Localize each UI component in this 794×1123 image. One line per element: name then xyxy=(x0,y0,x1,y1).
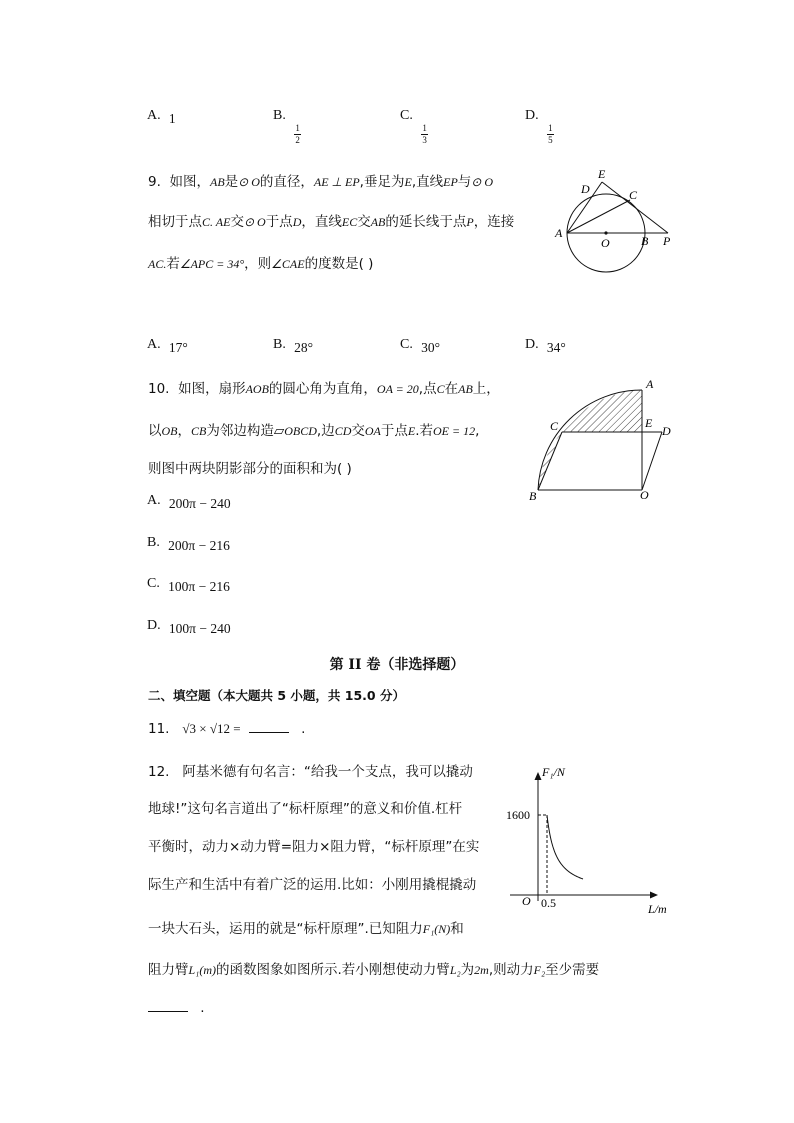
label-d: D xyxy=(662,424,671,438)
q8-option-a xyxy=(147,107,176,124)
q12-line-1: 12. 阿基米德有句名言：“给我一个支点，我可以撬动 xyxy=(148,764,473,780)
label-o: O xyxy=(640,488,649,502)
q12-graph xyxy=(498,762,678,920)
shaded-region-upper xyxy=(562,390,642,432)
option-fraction: $\frac{1}{2}$ xyxy=(295,123,300,145)
option-letter: A. xyxy=(147,108,161,123)
q10-figure xyxy=(524,372,680,504)
question-number: 9. xyxy=(148,174,161,190)
x-axis-arrow xyxy=(650,892,658,899)
q9-option-c: C. 30° xyxy=(400,337,441,355)
q9-option-a: A. 17° xyxy=(147,337,188,355)
label-c: C xyxy=(629,188,638,202)
y-axis-label: F₁/N xyxy=(542,765,565,779)
label-o: O xyxy=(601,236,610,250)
answer-blank xyxy=(148,1011,188,1012)
q9-line-1: 9. 如图，AB是⊙ O的直径，AE ⊥ EP,垂足为E,直线EP与⊙ O xyxy=(148,174,494,190)
label-d: D xyxy=(581,182,590,196)
q10-option-b: B. 200π − 216 xyxy=(147,535,230,553)
graph-curve-group xyxy=(547,815,583,879)
q9-option-b: B. 28° xyxy=(273,337,314,355)
label-a: A xyxy=(646,377,654,391)
label-a: A xyxy=(555,226,563,240)
question-number: 12. xyxy=(148,764,170,780)
q10-option-d: D. 100π − 240 xyxy=(147,618,231,636)
option-fraction: $\frac{1}{5}$ xyxy=(548,123,553,145)
line-bc xyxy=(538,432,562,490)
q10-option-a: A. 200π − 240 xyxy=(147,493,231,511)
series-curve xyxy=(547,815,583,879)
q8-option-c xyxy=(400,107,428,145)
x-tick-label: 0.5 xyxy=(541,896,556,910)
y-tick-label: 1600 xyxy=(506,808,530,822)
q11-expression: √3 × √12 = xyxy=(182,721,241,736)
q9-line-3: AC.若∠APC = 34°，则∠CAE的度数是( ) xyxy=(148,256,374,272)
graph-axes xyxy=(510,772,658,901)
q12-line-6: 阻力臂L₁(m)的函数图象如图所示.若小刚想使动力臂L₂为2m,则动力F₂至少需要 xyxy=(148,962,600,978)
q9-figure xyxy=(552,162,682,277)
q12-line-7: . xyxy=(148,1000,205,1016)
q9-line-2: 相切于点C. AE交⊙ O于点D，直线EC交AB的延长线于点P，连接 xyxy=(148,214,515,230)
label-b: B xyxy=(529,489,537,503)
label-e: E xyxy=(598,167,606,181)
q11: 11. √3 × √12 = . xyxy=(148,721,306,737)
q10-line-1: 10. 如图，扇形AOB的圆心角为直角，OA = 20,点C在AB上， xyxy=(148,381,500,397)
label-b: B xyxy=(641,234,649,248)
y-axis-arrow xyxy=(535,772,542,780)
q12-line-2: 地球!”这句名言道出了“标杆原理”的意义和价值.杠杆 xyxy=(148,801,463,817)
label-p: P xyxy=(663,234,671,248)
q12-line-4: 际生产和生活中有着广泛的运用.比如：小刚用撬棍撬动 xyxy=(148,877,477,893)
option-letter: B. xyxy=(273,108,286,123)
option-letter: D. xyxy=(525,108,539,123)
q10-line-3: 则图中两块阴影部分的面积和为( ) xyxy=(148,461,352,477)
origin-label: O xyxy=(522,894,531,908)
q12-line-5: 一块大石头，运用的就是“标杆原理”.已知阻力F₁(N)和 xyxy=(148,921,464,937)
question-number: 11. xyxy=(148,721,170,737)
q8-option-b xyxy=(273,107,301,145)
section-heading: 二、填空题（本大题共 5 小题，共 15.0 分） xyxy=(148,688,405,703)
label-e: E xyxy=(645,416,653,430)
q10-line-2: 以OB，CB为邻边构造▱OBCD,边CD交OA于点E.若OE = 12, xyxy=(148,423,480,439)
label-c: C xyxy=(550,419,559,433)
center-point xyxy=(604,231,607,234)
part2-title: 第 II 卷（非选择题） xyxy=(329,657,465,673)
answer-blank xyxy=(249,732,289,733)
q12-line-3: 平衡时，动力×动力臂=阻力×阻力臂，“标杆原理”在实 xyxy=(148,839,480,855)
option-value: 1 xyxy=(168,111,176,126)
x-axis-label: L/m xyxy=(648,902,667,916)
q9-option-d: D. 34° xyxy=(525,337,566,355)
q8-option-d xyxy=(525,107,554,145)
option-letter: C. xyxy=(400,108,413,123)
q10-option-c: C. 100π − 216 xyxy=(147,576,230,594)
question-number: 10. xyxy=(148,381,170,397)
line-do xyxy=(642,432,662,490)
line-ac xyxy=(567,200,630,233)
option-fraction: $\frac{1}{3}$ xyxy=(422,123,427,145)
